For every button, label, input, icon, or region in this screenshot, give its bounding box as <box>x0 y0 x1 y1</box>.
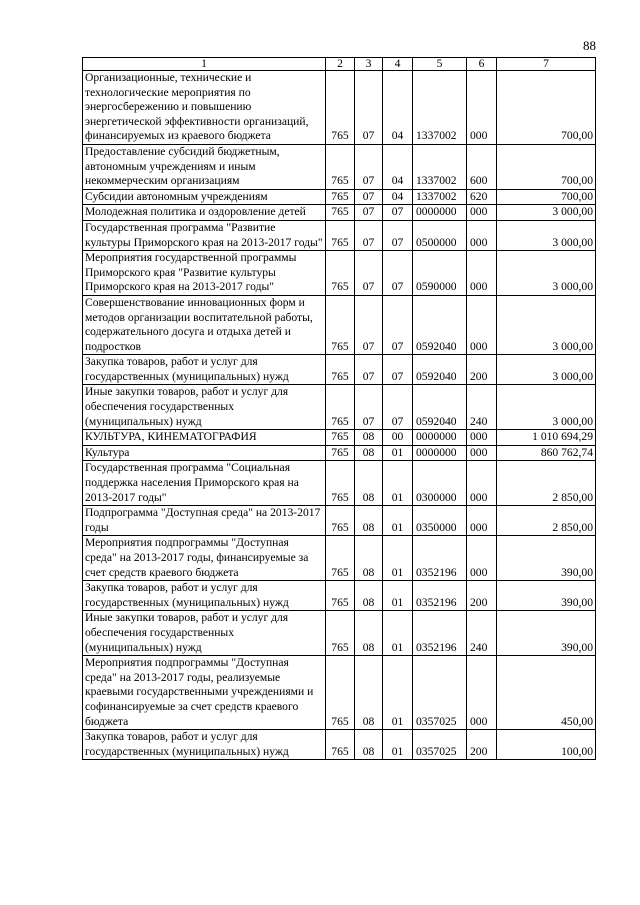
row-code-4: 01 <box>383 445 413 461</box>
table-row <box>83 536 596 581</box>
row-name: Совершенствование инновационных форм и методов организации воспитательной работы, содержательного досуга и отдыха детей и подростков <box>83 295 326 354</box>
row-amount: 3 000,00 <box>497 295 596 354</box>
row-code-5: 0590000 <box>413 251 467 296</box>
row-code-4: 01 <box>383 536 413 581</box>
row-code-4: 01 <box>383 656 413 730</box>
table-row <box>83 730 596 760</box>
row-code-3: 08 <box>355 611 383 656</box>
row-code-4: 07 <box>383 385 413 430</box>
table-row <box>83 355 596 385</box>
row-amount: 2 850,00 <box>497 506 596 536</box>
row-code-2: 765 <box>326 461 355 506</box>
row-code-5: 0352196 <box>413 611 467 656</box>
budget-table <box>82 57 596 760</box>
row-amount: 2 850,00 <box>497 461 596 506</box>
row-code-5: 0000000 <box>413 430 467 446</box>
row-code-6: 200 <box>467 730 497 760</box>
header-cell: 5 <box>413 58 467 71</box>
row-code-3: 07 <box>355 220 383 250</box>
row-code-3: 07 <box>355 189 383 205</box>
table-row <box>83 581 596 611</box>
row-code-3: 07 <box>355 251 383 296</box>
row-amount: 3 000,00 <box>497 220 596 250</box>
row-code-6: 000 <box>467 295 497 354</box>
row-code-6: 600 <box>467 144 497 189</box>
row-code-3: 08 <box>355 536 383 581</box>
row-code-4: 07 <box>383 220 413 250</box>
row-code-5: 0350000 <box>413 506 467 536</box>
row-code-6: 000 <box>467 430 497 446</box>
row-name: Подпрограмма "Доступная среда" на 2013-2017 годы <box>83 506 326 536</box>
row-code-6: 200 <box>467 581 497 611</box>
row-amount: 450,00 <box>497 656 596 730</box>
row-name: Мероприятия государственной программы Приморского края "Развитие культуры Приморского края на 2013-2017 годы" <box>83 251 326 296</box>
row-code-6: 620 <box>467 189 497 205</box>
row-amount: 100,00 <box>497 730 596 760</box>
row-amount: 3 000,00 <box>497 251 596 296</box>
row-code-5: 0300000 <box>413 461 467 506</box>
row-code-6: 000 <box>467 445 497 461</box>
row-code-3: 07 <box>355 71 383 145</box>
table-row <box>83 656 596 730</box>
row-code-5: 0000000 <box>413 205 467 221</box>
row-code-2: 765 <box>326 71 355 145</box>
row-amount: 700,00 <box>497 144 596 189</box>
row-code-5: 1337002 <box>413 71 467 145</box>
row-code-4: 01 <box>383 611 413 656</box>
header-cell: 6 <box>467 58 497 71</box>
row-code-5: 1337002 <box>413 189 467 205</box>
row-code-6: 000 <box>467 656 497 730</box>
row-code-4: 01 <box>383 730 413 760</box>
row-code-2: 765 <box>326 220 355 250</box>
row-code-6: 000 <box>467 536 497 581</box>
row-code-2: 765 <box>326 536 355 581</box>
table-row <box>83 385 596 430</box>
row-name: Мероприятия подпрограммы "Доступная среда" на 2013-2017 годы, реализуемые краевыми государственными учреждениями и софинансируемые за счет средств краевого бюджета <box>83 656 326 730</box>
row-code-5: 0592040 <box>413 385 467 430</box>
row-code-2: 765 <box>326 251 355 296</box>
table-row <box>83 461 596 506</box>
table-row <box>83 611 596 656</box>
row-code-3: 08 <box>355 461 383 506</box>
row-name: Иные закупки товаров, работ и услуг для обеспечения государственных (муниципальных) нужд <box>83 611 326 656</box>
row-code-5: 0592040 <box>413 295 467 354</box>
header-cell: 2 <box>326 58 355 71</box>
table-row <box>83 205 596 221</box>
row-name: Иные закупки товаров, работ и услуг для обеспечения государственных (муниципальных) нужд <box>83 385 326 430</box>
row-code-2: 765 <box>326 385 355 430</box>
row-name: Закупка товаров, работ и услуг для государственных (муниципальных) нужд <box>83 730 326 760</box>
row-code-3: 07 <box>355 355 383 385</box>
row-code-2: 765 <box>326 189 355 205</box>
row-code-3: 07 <box>355 205 383 221</box>
header-cell: 7 <box>497 58 596 71</box>
row-code-3: 08 <box>355 430 383 446</box>
row-code-4: 01 <box>383 581 413 611</box>
table-row <box>83 251 596 296</box>
row-name: Культура <box>83 445 326 461</box>
row-code-2: 765 <box>326 656 355 730</box>
row-code-6: 200 <box>467 355 497 385</box>
table-row <box>83 71 596 145</box>
row-code-3: 08 <box>355 656 383 730</box>
row-code-5: 0357025 <box>413 656 467 730</box>
row-name: Молодежная политика и оздоровление детей <box>83 205 326 221</box>
row-code-2: 765 <box>326 430 355 446</box>
row-name: Государственная программа "Развитие культуры Приморского края на 2013-2017 годы" <box>83 220 326 250</box>
row-amount: 390,00 <box>497 581 596 611</box>
page-number: 88 <box>583 38 596 53</box>
row-name: Субсидии автономным учреждениям <box>83 189 326 205</box>
row-code-4: 07 <box>383 355 413 385</box>
row-name: Государственная программа "Социальная поддержка населения Приморского края на 2013-2017 годы" <box>83 461 326 506</box>
table-row <box>83 189 596 205</box>
row-code-3: 07 <box>355 295 383 354</box>
row-code-6: 000 <box>467 220 497 250</box>
row-code-6: 000 <box>467 251 497 296</box>
row-code-2: 765 <box>326 144 355 189</box>
row-code-4: 04 <box>383 189 413 205</box>
row-code-4: 04 <box>383 71 413 145</box>
row-code-4: 01 <box>383 506 413 536</box>
row-code-2: 765 <box>326 295 355 354</box>
table-row <box>83 430 596 446</box>
row-code-5: 0357025 <box>413 730 467 760</box>
row-amount: 700,00 <box>497 71 596 145</box>
row-code-4: 01 <box>383 461 413 506</box>
row-code-5: 0000000 <box>413 445 467 461</box>
row-amount: 700,00 <box>497 189 596 205</box>
row-code-6: 000 <box>467 71 497 145</box>
row-amount: 860 762,74 <box>497 445 596 461</box>
row-code-2: 765 <box>326 581 355 611</box>
row-amount: 3 000,00 <box>497 355 596 385</box>
table-row <box>83 295 596 354</box>
row-code-3: 08 <box>355 506 383 536</box>
row-code-4: 07 <box>383 251 413 296</box>
header-cell: 3 <box>355 58 383 71</box>
row-code-4: 07 <box>383 295 413 354</box>
row-code-2: 765 <box>326 506 355 536</box>
row-code-4: 00 <box>383 430 413 446</box>
row-name: Организационные, технические и технологические мероприятия по энергосбережению и повышению энергетической эффективности организаций, финансируемых из краевого бюджета <box>83 71 326 145</box>
row-code-2: 765 <box>326 611 355 656</box>
table-row <box>83 445 596 461</box>
row-name: КУЛЬТУРА, КИНЕМАТОГРАФИЯ <box>83 430 326 446</box>
row-code-3: 07 <box>355 385 383 430</box>
row-code-5: 1337002 <box>413 144 467 189</box>
row-amount: 390,00 <box>497 611 596 656</box>
row-code-2: 765 <box>326 355 355 385</box>
row-amount: 3 000,00 <box>497 385 596 430</box>
row-code-6: 000 <box>467 461 497 506</box>
header-cell: 4 <box>383 58 413 71</box>
row-code-5: 0352196 <box>413 536 467 581</box>
row-code-3: 08 <box>355 445 383 461</box>
row-name: Предоставление субсидий бюджетным, автономным учреждениям и иным некоммерческим организациям <box>83 144 326 189</box>
row-code-5: 0500000 <box>413 220 467 250</box>
row-amount: 3 000,00 <box>497 205 596 221</box>
header-cell: 1 <box>83 58 326 71</box>
row-code-2: 765 <box>326 445 355 461</box>
row-code-5: 0352196 <box>413 581 467 611</box>
row-name: Мероприятия подпрограммы "Доступная среда" на 2013-2017 годы, финансируемые за счет средств краевого бюджета <box>83 536 326 581</box>
table-row <box>83 506 596 536</box>
table-body <box>83 71 596 760</box>
row-code-6: 000 <box>467 205 497 221</box>
table-row <box>83 144 596 189</box>
row-code-3: 08 <box>355 581 383 611</box>
row-code-6: 240 <box>467 611 497 656</box>
row-code-4: 04 <box>383 144 413 189</box>
header-row <box>83 58 596 71</box>
table-row <box>83 220 596 250</box>
row-code-6: 000 <box>467 506 497 536</box>
row-code-6: 240 <box>467 385 497 430</box>
row-amount: 390,00 <box>497 536 596 581</box>
row-name: Закупка товаров, работ и услуг для государственных (муниципальных) нужд <box>83 581 326 611</box>
row-code-3: 07 <box>355 144 383 189</box>
row-name: Закупка товаров, работ и услуг для государственных (муниципальных) нужд <box>83 355 326 385</box>
row-code-3: 08 <box>355 730 383 760</box>
row-code-5: 0592040 <box>413 355 467 385</box>
row-code-2: 765 <box>326 205 355 221</box>
row-amount: 1 010 694,29 <box>497 430 596 446</box>
row-code-4: 07 <box>383 205 413 221</box>
row-code-2: 765 <box>326 730 355 760</box>
